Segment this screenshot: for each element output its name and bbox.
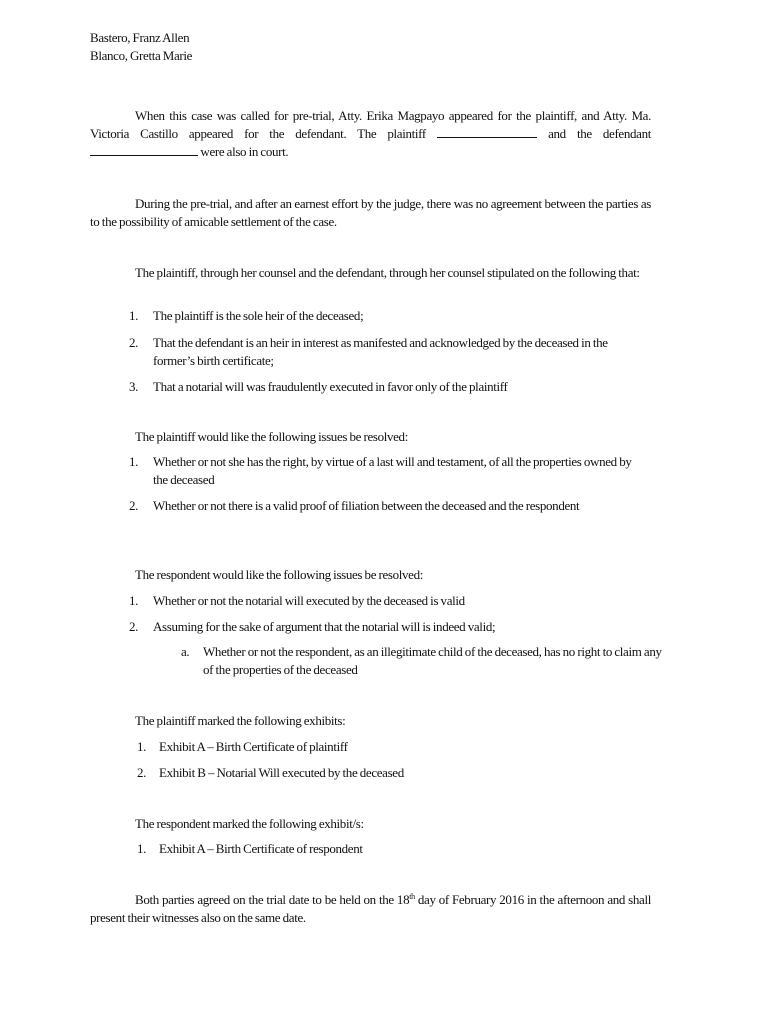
respondent-exhibits-list — [137, 840, 639, 858]
list-item: 1. The plaintiff is the sole heir of the deceased; — [129, 308, 364, 323]
list-item: 2. Assuming for the sake of argument that the notarial will is indeed valid; — [129, 619, 496, 634]
blank-line — [90, 143, 198, 156]
plaintiff-issues-intro: The plaintiff would like the following issues be resolved: — [135, 429, 408, 444]
list-item: 1. Exhibit A – Birth Certificate of plaintiff — [137, 739, 348, 754]
list-item: 2. That the defendant is an heir in interest as manifested and acknowledged by the deceased in the former’s birth certificate; — [129, 335, 608, 368]
list-item: 1. Whether or not she has the right, by virtue of a last will and testament, of all the properties owned by the deceased — [129, 454, 632, 487]
plaintiff-exhibits-list — [137, 738, 639, 782]
author-name: Blanco, Gretta Marie — [90, 48, 193, 63]
plaintiff-issues-list — [129, 453, 643, 515]
author-names — [90, 29, 651, 65]
respondent-issues-list — [129, 592, 643, 636]
paragraph-trial-date: Both parties agreed on the trial date to be held on the 18th day of February 2016 in the afternoon and shall present their witnesses also on the same date. — [90, 892, 651, 925]
list-item: 2. Whether or not there is a valid proof of filiation between the deceased and the respondent — [129, 498, 580, 513]
list-item: 2. Exhibit B – Notarial Will executed by the deceased — [137, 765, 404, 780]
stipulations-list — [129, 307, 643, 396]
plaintiff-exhibits-intro: The plaintiff marked the following exhibits: — [135, 713, 346, 728]
respondent-exhibits-intro: The respondent marked the following exhibit/s: — [135, 816, 364, 831]
list-item: 1. Exhibit A – Birth Certificate of respondent — [137, 841, 363, 856]
respondent-issues-intro: The respondent would like the following issues be resolved: — [135, 567, 424, 582]
list-item: 1. Whether or not the notarial will executed by the deceased is valid — [129, 593, 465, 608]
paragraph-appearances: When this case was called for pre-trial, Atty. Erika Magpayo appeared for the plaintiff, and Atty. Ma. Victoria Castillo appeared for the defendant. The plaintiff and the defendant were also in court. — [90, 108, 651, 159]
list-item: 3. That a notarial will was fraudulently executed in favor only of the plaintiff — [129, 379, 508, 394]
respondent-subissue-list — [181, 643, 673, 679]
paragraph-stipulation-intro: The plaintiff, through her counsel and the defendant, through her counsel stipulated on the following that: — [135, 265, 640, 280]
blank-line — [437, 125, 537, 138]
list-item: a. Whether or not the respondent, as an illegitimate child of the deceased, has no right to claim any of the properties of the deceased — [181, 644, 662, 677]
paragraph-settlement: During the pre-trial, and after an earnest effort by the judge, there was no agreement between the parties as to the possibility of amicable settlement of the case. — [90, 196, 651, 229]
author-name: Bastero, Franz Allen — [90, 30, 190, 45]
